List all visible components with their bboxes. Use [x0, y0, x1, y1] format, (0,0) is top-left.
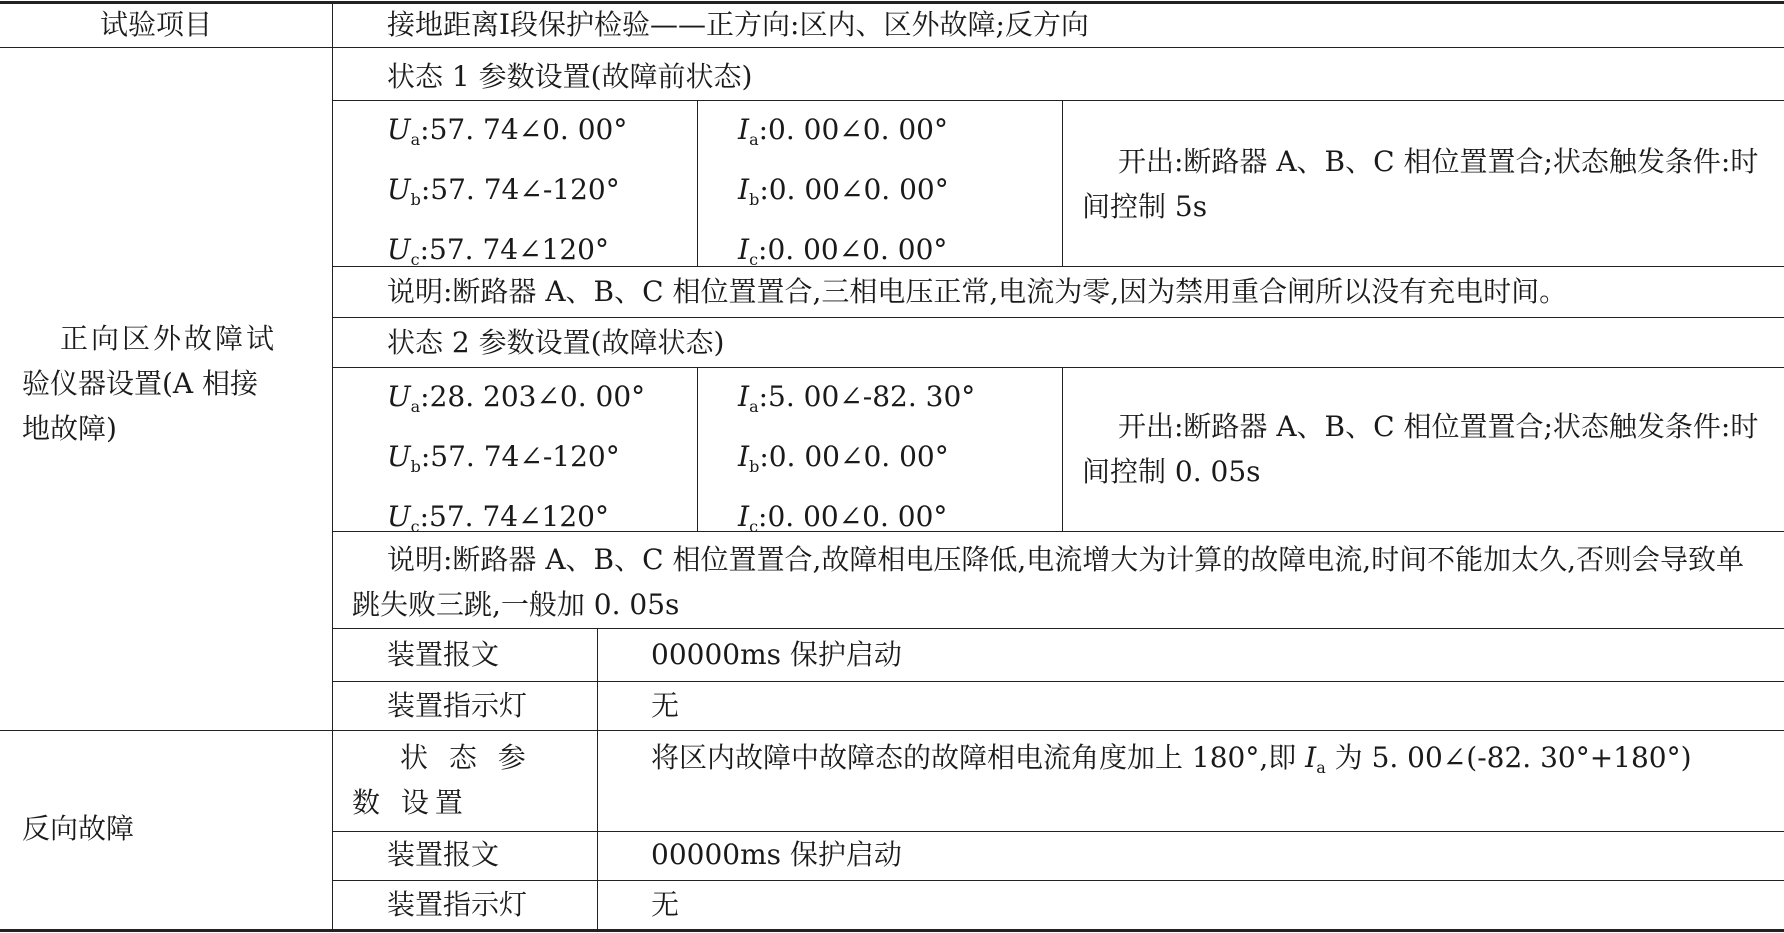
- header-bottom-line: [0, 47, 1784, 48]
- state1-voltages: [387, 113, 627, 277]
- current-row: $I_b:0$. 00∠0. 00°: [738, 173, 949, 209]
- reverse-label: 反向故障: [22, 812, 135, 845]
- s1-col-divider-1: [697, 100, 698, 266]
- rev-indicator-value: 无: [651, 888, 680, 921]
- voltage-row: $U_b:57$. 74∠-120°: [387, 440, 620, 476]
- forward-label-line-1: 正向区外故障试: [60, 322, 278, 355]
- s1-col-divider-2: [1062, 100, 1063, 266]
- forward-label: [22, 322, 322, 446]
- forward-label-line-3: 地故障): [22, 412, 117, 445]
- current-row: $I_a:5$. 00∠-82. 30°: [738, 380, 976, 416]
- current-row: $I_c:0$. 00∠0. 00°: [738, 500, 948, 536]
- state1-title: 状态 1 参数设置(故障前状态): [387, 60, 753, 93]
- current-row: $I_a:0$. 00∠0. 00°: [738, 113, 948, 149]
- rev-state-line: [333, 831, 1784, 832]
- s2-col-divider-2: [1062, 367, 1063, 531]
- header-col2: 接地距离Ⅰ段保护检验——正方向:区内、区外故障;反方向: [387, 8, 1089, 41]
- fwd-indicator-label: 装置指示灯: [387, 689, 528, 722]
- reverse-state-text: 将区内故障中故障态的故障相电流角度加上 180°,即 $I_a$ 为 5. 00∠(-82. 30°+180°): [651, 741, 1692, 777]
- voltage-row: $U_b:57$. 74∠-120°: [387, 173, 620, 209]
- state1-note: 说明:断路器 A、B、C 相位置置合,三相电压正常,电流为零,因为禁用重合闸所以没有充电时间。: [387, 275, 1568, 308]
- fwd-report-value: 00000ms 保护启动: [651, 638, 902, 671]
- rev-report-line: [333, 880, 1784, 881]
- s2-note-line: [333, 628, 1784, 629]
- rev-report-value: 00000ms 保护启动: [651, 838, 902, 871]
- table-bottom-border: [0, 929, 1784, 932]
- state1-output: 开出:断路器 A、B、C 相位置置合;状态触发条件:时间控制 5s: [1082, 145, 1759, 223]
- current-row: $I_c:0$. 00∠0. 00°: [738, 233, 948, 269]
- s2-col-divider-1: [697, 367, 698, 531]
- forward-label-line-2: 验仪器设置(A 相接: [22, 367, 259, 400]
- voltage-row: $U_a:28$. 203∠0. 00°: [387, 380, 646, 416]
- rev-divider: [597, 730, 598, 929]
- state2-title: 状态 2 参数设置(故障状态): [387, 326, 725, 359]
- reverse-state-label: 状 态 参 数 设置: [352, 741, 532, 819]
- voltage-row: $U_c:57$. 74∠120°: [387, 233, 609, 269]
- voltage-row: $U_a:57$. 74∠0. 00°: [387, 113, 628, 149]
- fwd-report-line: [333, 681, 1784, 682]
- state1-currents: [738, 113, 949, 277]
- header-col1: 试验项目: [100, 8, 213, 41]
- s1-note-line: [333, 317, 1784, 318]
- voltage-row: $U_c:57$. 74∠120°: [387, 500, 609, 536]
- state2-currents: [738, 380, 975, 544]
- table-top-border: [0, 1, 1784, 4]
- state2-voltages: [387, 380, 645, 544]
- s1-title-line: [333, 100, 1784, 101]
- state2-output: 开出:断路器 A、B、C 相位置置合;状态触发条件:时间控制 0. 05s: [1082, 410, 1759, 488]
- fwd-report-divider: [597, 628, 598, 730]
- state2-note: 说明:断路器 A、B、C 相位置置合,故障相电压降低,电流增大为计算的故障电流,时间不能加太久,否则会导致单跳失败三跳,一般加 0. 05s: [352, 543, 1745, 621]
- rev-report-label: 装置报文: [387, 838, 500, 871]
- fwd-indicator-value: 无: [651, 689, 680, 722]
- section-divider-line: [0, 730, 1784, 731]
- fwd-report-label: 装置报文: [387, 638, 500, 671]
- current-row: $I_b:0$. 00∠0. 00°: [738, 440, 949, 476]
- s2-title-line: [333, 367, 1784, 368]
- main-column-divider: [332, 1, 333, 931]
- rev-indicator-label: 装置指示灯: [387, 888, 528, 921]
